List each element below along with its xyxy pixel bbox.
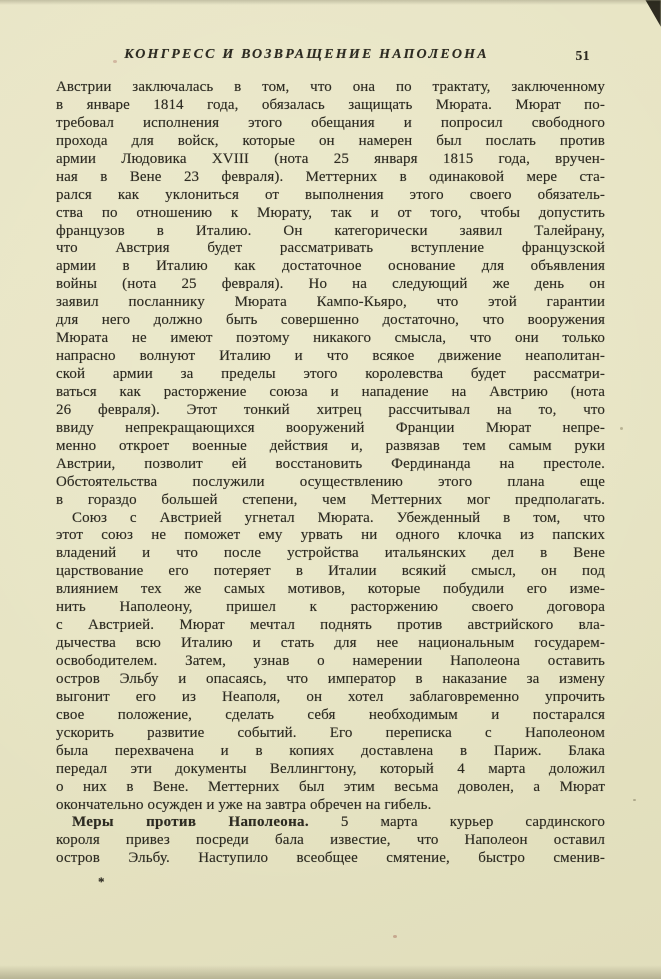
text-line: с Австрией. Мюрат мечтал поднять против австрийского вла-: [56, 617, 605, 634]
text-block: [56, 79, 605, 868]
text-line: свое положение, сделать себя необходимым и постарался: [56, 706, 605, 723]
text-line: влиянием тех же самых мотивов, которые побудили его изме-: [56, 581, 605, 598]
text-line: ввиду непрекращающихся вооружений Франции Мюрат непре-: [56, 419, 605, 436]
signature-mark: *: [98, 874, 105, 889]
text-line: менно откроет военные действия и, развязав тем самым руки: [56, 437, 605, 454]
text-line: нить Наполеону, пришел к расторжению своего договора: [56, 599, 605, 616]
text-line: в гораздо большей степени, чем Меттерних мог предполагать.: [56, 491, 605, 508]
text-line: французов в Италию. Он категорически заявил Талейрану,: [56, 222, 605, 239]
text-line: рался как уклониться от выполнения этого своего обязатель-: [56, 186, 605, 203]
paragraph-lead: Меры против Наполеона.: [72, 814, 309, 831]
text-line: Австрии, позволит ей восстановить Фердинанда на престоле.: [56, 455, 605, 472]
text-line: ской армии за пределы этого королевства будет рассматри-: [56, 366, 605, 382]
text-line: войны (нота 25 февраля). Но на следующий же день он: [56, 276, 605, 293]
text-line: этот союз не поможет ему урвать ни одного клочка из папских: [56, 527, 605, 544]
text-line: Обстоятельства послужили осуществлению этого плана еще: [56, 473, 605, 490]
running-head-title: КОНГРЕСС И ВОЗВРАЩЕНИЕ НАПОЛЕОНА: [124, 47, 489, 62]
text-line: царствование его потеряет в Италии всякий смысл, он под: [56, 563, 605, 580]
text-line: 26 февраля). Этот тонкий хитрец рассчитывал на то, что: [56, 401, 605, 418]
text-line: Союз с Австрией угнетал Мюрата. Убежденный в том, что: [72, 509, 605, 526]
text-line: Австрии заключалась в том, что она по трактату, заключенному: [56, 79, 605, 95]
text-line: Меры против Наполеона. 5 марта курьер сардинского: [72, 814, 605, 831]
page-number: 51: [575, 48, 590, 63]
text-line: ускорить развитие событий. Его переписка с Наполеоном: [56, 724, 605, 741]
text-line: заявил посланнику Мюрата Кампо-Кьяро, что этой гарантии: [56, 294, 605, 311]
paper-speck: [393, 935, 397, 938]
text-line: владений и что после устройства итальянских дел в Вене: [56, 545, 605, 562]
scan-corner-artifact: [642, 0, 661, 27]
scan-top-shadow: [0, 0, 661, 5]
running-head: [56, 47, 605, 65]
text-line: для него должно быть совершенно достаточно, что вооружения: [56, 312, 605, 329]
text-line: выгонит его из Неаполя, он хотел заблаговременно упрочить: [56, 688, 605, 705]
text-line: что Австрия будет рассматривать вступление французской: [56, 240, 605, 257]
text-line: ваться как расторжение союза и нападение на Австрию (нота: [56, 383, 605, 400]
paper-speck: [620, 427, 623, 430]
text-line: дычества всю Италию и стать для нее национальным государем-: [56, 635, 605, 652]
text-line: в январе 1814 года, обязалась защищать Мюрата. Мюрат по-: [56, 96, 605, 113]
text-line: о них в Вене. Меттерних был этим весьма доволен, а Мюрат: [56, 778, 605, 795]
text-line: Мюрата не имеют поэтому никакого смысла, что они только: [56, 330, 605, 347]
text-line: была перехвачена и в копиях доставлена в Париж. Блака: [56, 742, 605, 759]
text-line: короля привез посреди бала известие, что Наполеон оставил: [56, 832, 605, 849]
text-line: напрасно волнуют Италию и что всякое движение неаполитан-: [56, 348, 605, 365]
paper-speck: [633, 799, 636, 801]
text-line: требовал исполнения этого обещания и попросил свободного: [56, 114, 605, 131]
text-line: освободителем. Затем, узнав о намерении Наполеона оставить: [56, 653, 605, 669]
text-line: остров Эльбу и опасаясь, что император в наказание за измену: [56, 670, 605, 687]
text-line: ная в Вене 23 февраля). Меттерних в одинаковой мере ста-: [56, 168, 605, 185]
text-line: прохода для войск, которые он намерен был послать против: [56, 132, 605, 149]
scan-bottom-shadow: [0, 965, 661, 979]
text-line: армии в Италию как достаточное основание для объявления: [56, 258, 605, 275]
text-line: остров Эльбу. Наступило всеобщее смятение, быстро сменив-: [56, 850, 605, 867]
text-line: окончательно осужден и уже на завтра обречен на гибель.: [56, 796, 432, 813]
text-line: армии Людовика XVIII (нота 25 января 1815 года, вручен-: [56, 150, 605, 167]
text-line: ства по отношению к Мюрату, так и от того, чтобы допустить: [56, 204, 605, 221]
text-line: передал эти документы Веллингтону, который 4 марта доложил: [56, 760, 605, 777]
